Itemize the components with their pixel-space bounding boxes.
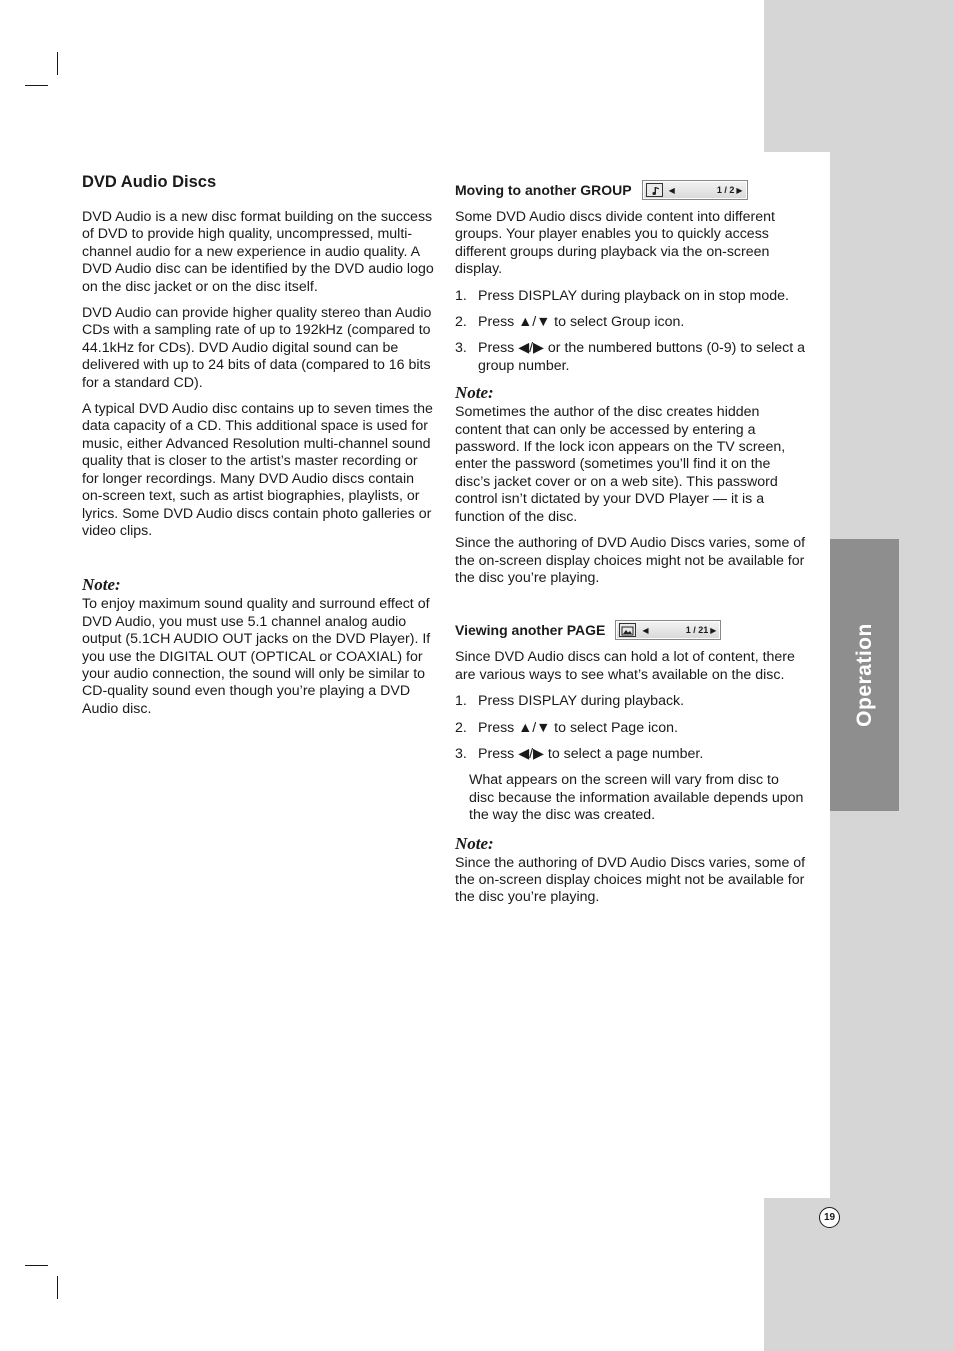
right-column [455, 180, 807, 916]
arrow-left-icon: ◀ [642, 625, 649, 635]
section-tab-label: Operation [852, 623, 876, 727]
picture-icon [619, 623, 636, 637]
note-title: Note: [82, 575, 121, 595]
group-heading-row [455, 180, 807, 200]
step-item: 1. Press DISPLAY during playback. [455, 693, 685, 710]
note-title: Note: [455, 383, 494, 403]
step-item: 2. Press ▲/▼ to select Group icon. [455, 314, 685, 331]
crop-mark [57, 52, 58, 75]
note-text: Since the authoring of DVD Audio Discs varies, some of the on-screen display choices might not be available for the disc you’re playing. [455, 535, 806, 586]
arrow-left-icon: ◀ [668, 185, 675, 195]
left-column [82, 173, 434, 727]
step-item: 3. Press ◀/▶ to select a page number. [455, 745, 704, 762]
crop-mark [25, 85, 48, 86]
group-osd-bar [642, 180, 748, 200]
paragraph: DVD Audio is a new disc format building on the success of DVD to provide high quality, uncompressed, multi-channel audio for a new experience in audio quality. A DVD Audio disc can be identified by the DVD audio logo on the disc jacket or on the disc itself. [82, 209, 434, 295]
group-steps [455, 288, 807, 376]
note-text: To enjoy maximum sound quality and surround effect of DVD Audio, you must use 5.1 channel analog audio output (5.1CH AUDIO OUT jacks on the DVD Player). If you use the DIGITAL OUT (OPTICAL or COAXIAL) for your audio connection, the sound will only be similar to CD-quality sound even though you’re playing a DVD Audio disc. [82, 596, 431, 717]
page-heading: Viewing another PAGE [455, 622, 606, 639]
page-heading-row [455, 620, 807, 640]
page-intro: Since DVD Audio discs can hold a lot of content, there are various ways to see what’s available on the disc. [455, 649, 795, 683]
page-osd-bar [615, 620, 721, 640]
step-item: 1. Press DISPLAY during playback on in stop mode. [455, 287, 789, 304]
paragraph: A typical DVD Audio disc contains up to seven times the data capacity of a CD. This additional space is used for music, either Advanced Resolution multi-channel sound quality that is closer to the artist’s master recording or for longer recordings. Many DVD Audio discs contain on-screen text, such as artist biographies, playlists, or lyrics. Some DVD Audio discs contain photo galleries or video clips. [82, 401, 433, 539]
arrow-right-icon: ▶ [736, 185, 743, 195]
page-after-steps: What appears on the screen will vary from disc to disc because the information available depends upon the way the disc was created. [469, 772, 804, 824]
page-number: 19 [819, 1207, 840, 1228]
group-intro: Some DVD Audio discs divide content into different groups. Your player enables you to quickly access different groups during playback via the on-screen display. [455, 209, 775, 278]
arrow-right-icon: ▶ [710, 625, 717, 635]
crop-mark [57, 1276, 58, 1299]
music-note-icon [646, 183, 663, 197]
note-text: Since the authoring of DVD Audio Discs varies, some of the on-screen display choices might not be available for the disc you’re playing. [455, 854, 806, 906]
dvd-audio-title: DVD Audio Discs [82, 173, 217, 191]
note-text: Sometimes the author of the disc creates hidden content that can only be accessed by entering a password. If the lock icon appears on the TV screen, enter the password (sometimes you’ll find it on the disc’s jacket cover or on a web site). This password control isn’t dictated by your DVD Player — it is a function of the disc. [455, 404, 786, 525]
section-tab [830, 539, 899, 811]
step-item: 3. Press ◀/▶ or the numbered buttons (0-9) to select a group number. [455, 340, 806, 374]
note-title: Note: [455, 833, 494, 853]
page-steps [455, 693, 807, 763]
group-count: 1 / 2 [716, 185, 735, 195]
page-count: 1 / 21 [685, 625, 709, 636]
step-item: 2. Press ▲/▼ to select Page icon. [455, 719, 678, 736]
group-heading: Moving to another GROUP [455, 182, 632, 198]
crop-mark [25, 1265, 48, 1266]
paragraph: DVD Audio can provide higher quality stereo than Audio CDs with a sampling rate of up to 192kHz (compared to 44.1kHz for CDs). DVD Audio digital sound can be delivered with up to 24 bits of data (compared to 16 bits for a standard CD). [82, 305, 432, 391]
